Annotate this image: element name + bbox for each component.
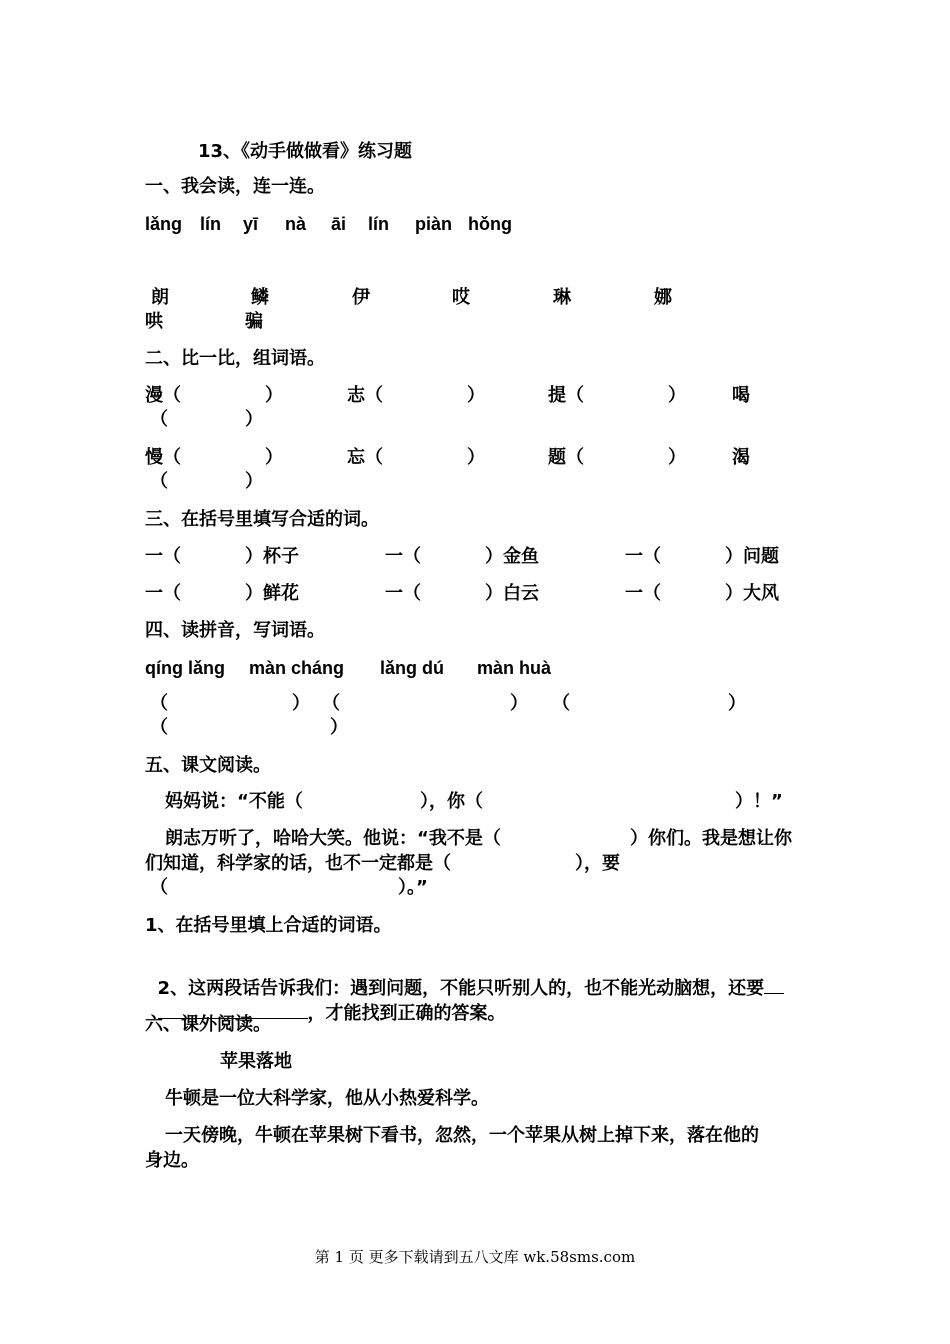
story-paragraph: 牛顿是一位大科学家，他从小热爱科学。 [165,1088,489,1109]
word-pair: 忘（ [347,447,383,468]
section-3-heading: 三、在括号里填写合适的词。 [145,509,379,530]
pinyin-item: lín [200,214,221,234]
word-pair: 漫（ [145,385,181,406]
pinyin-word: màn huà [477,658,552,678]
section-4-heading: 四、读拼音，写词语。 [145,620,325,641]
section-6-heading: 六、课外阅读。 [145,1014,271,1035]
question-2-text-end: ，才能找到正确的答案。 [307,1003,506,1024]
reading-text: ），你（ [420,791,483,812]
pinyin-item: piàn [415,214,453,234]
char-item: 朗 [151,287,169,308]
word-pair: （ [150,471,168,492]
pinyin-word: màn cháng [249,658,345,678]
fill-item: ）金鱼 [485,546,539,567]
pinyin-item: nà [285,214,307,234]
pinyin-word: qíng lǎng [145,658,225,678]
fill-item: 一（ [625,583,661,604]
pinyin-item: hǒng [468,214,512,234]
story-paragraph: 身边。 [145,1150,199,1171]
bracket: ） [292,693,310,714]
fill-item: ）杯子 [245,546,299,567]
reading-text: 妈妈说：“不能（ [165,791,303,812]
word-pair: ） [467,447,485,468]
bracket: （ [150,693,168,714]
word-pair: 题（ [548,447,584,468]
fill-item: ）鲜花 [245,583,299,604]
question-1: 1、在括号里填上合适的词语。 [145,915,392,936]
pinyin-item: lín [368,214,389,234]
fill-item: ）大风 [725,583,779,604]
word-pair: ） [467,385,485,406]
word-pair: 慢（ [145,447,181,468]
word-pair: 喝 [732,385,750,406]
fill-item: 一（ [145,546,181,567]
page-footer: 第 1 页 更多下载请到五八文库 wk.58sms.com [314,1248,636,1266]
word-pair: ） [668,385,686,406]
reading-text: 朗志万听了，哈哈大笑。他说：“我不是（ [165,828,501,849]
pinyin-item: lǎng [145,214,183,234]
char-item: 骗 [245,311,263,332]
reading-text: ）！” [735,791,783,812]
word-pair: ） [265,385,283,406]
char-item: 哄 [145,311,163,332]
question-2-text: 2、这两段话告诉我们：遇到问题，不能只听别人的，也不能光动脑想，还要 [157,978,765,999]
fill-item: 一（ [385,583,421,604]
bracket: （ [322,693,340,714]
bracket: （ [552,693,570,714]
fill-item: 一（ [625,546,661,567]
bracket: ） [330,717,348,738]
char-item: 琳 [553,287,571,308]
pinyin-word: lǎng dú [380,658,444,678]
story-title: 苹果落地 [220,1051,292,1072]
char-item: 鳞 [251,287,269,308]
word-pair: ） [245,471,263,492]
fill-item: ）问题 [725,546,779,567]
fill-item: ）白云 [485,583,539,604]
fill-item: 一（ [385,546,421,567]
pinyin-item: āi [331,214,347,234]
reading-text: ）。” [398,877,428,898]
char-item: 伊 [352,287,370,308]
reading-text: 们知道，科学家的话，也不一定都是（ [145,853,451,874]
section-1-heading: 一、我会读，连一连。 [145,176,325,197]
char-item: 娜 [654,287,672,308]
page-title: 13、《动手做做看》练习题 [198,141,413,162]
word-pair: 渴 [732,447,750,468]
word-pair: 志（ [347,385,383,406]
char-item: 哎 [452,287,470,308]
bracket: ） [510,693,528,714]
reading-text: ），要 [575,853,620,874]
pinyin-item: yī [243,214,259,234]
bracket: ） [728,693,746,714]
reading-text: （ [150,877,168,898]
answer-blank[interactable] [764,975,784,994]
word-pair: ） [245,409,263,430]
word-pair: 提（ [548,385,584,406]
section-2-heading: 二、比一比，组词语。 [145,348,325,369]
word-pair: （ [150,409,168,430]
word-pair: ） [668,447,686,468]
reading-text: ）你们。我是想让你 [630,828,792,849]
fill-item: 一（ [145,583,181,604]
bracket: （ [150,717,168,738]
word-pair: ） [265,447,283,468]
section-5-heading: 五、课文阅读。 [145,755,271,776]
story-paragraph: 一天傍晚，牛顿在苹果树下看书，忽然，一个苹果从树上掉下来，落在他的 [165,1125,759,1146]
